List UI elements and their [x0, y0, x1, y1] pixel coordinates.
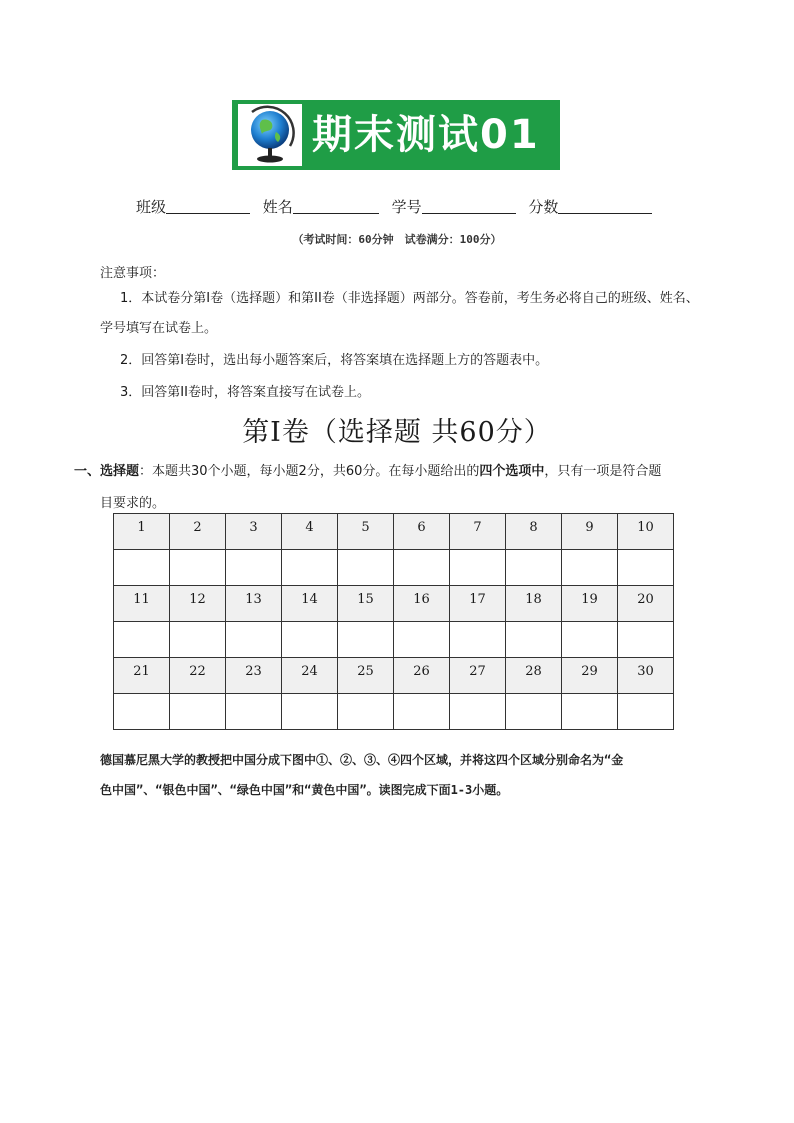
- question-number-cell: 14: [282, 586, 338, 622]
- question-number-cell: 1: [114, 514, 170, 550]
- answer-cell[interactable]: [282, 694, 338, 730]
- student-number-label: 学号: [391, 198, 422, 216]
- answer-cell[interactable]: [170, 550, 226, 586]
- answer-cell[interactable]: [338, 622, 394, 658]
- answer-cell[interactable]: [170, 622, 226, 658]
- question-number-cell: 21: [114, 658, 170, 694]
- answer-cell[interactable]: [506, 550, 562, 586]
- question-number-cell: 12: [170, 586, 226, 622]
- answer-cell[interactable]: [506, 694, 562, 730]
- answer-cell[interactable]: [170, 694, 226, 730]
- question-number-cell: 25: [338, 658, 394, 694]
- question-intro-text-2: ，只有一项是符合题: [544, 464, 662, 479]
- question-number-cell: 29: [562, 658, 618, 694]
- question-number-cell: 24: [282, 658, 338, 694]
- note-item-1-cont: [100, 314, 700, 344]
- reading-passage: [100, 745, 725, 805]
- title-banner: [232, 100, 560, 170]
- question-number-cell: 27: [450, 658, 506, 694]
- note-text-1: 1．本试卷分第I卷（选择题）和第II卷（非选择题）两部分。答卷前，考生务必将自己的班级、姓名、: [120, 291, 699, 306]
- answer-cell[interactable]: [226, 694, 282, 730]
- answer-cell[interactable]: [506, 622, 562, 658]
- class-label: 班级: [136, 198, 167, 216]
- question-number-cell: 17: [450, 586, 506, 622]
- answer-cell[interactable]: [450, 694, 506, 730]
- student-number-field[interactable]: [392, 196, 516, 217]
- question-number-cell: 10: [618, 514, 674, 550]
- section-title: 第I卷（选择题 共60分）: [242, 417, 552, 448]
- answer-cell[interactable]: [338, 550, 394, 586]
- question-intro-line-2: 目要求的。: [100, 496, 166, 511]
- question-number-cell: 22: [170, 658, 226, 694]
- question-number-cell: 9: [562, 514, 618, 550]
- question-number-cell: 4: [282, 514, 338, 550]
- answer-cell[interactable]: [618, 550, 674, 586]
- question-intro-emphasis: 四个选项中: [479, 464, 545, 479]
- answer-cell[interactable]: [226, 622, 282, 658]
- answer-cell[interactable]: [562, 550, 618, 586]
- note-text-2: 2．回答第I卷时，选出每小题答案后，将答案填在选择题上方的答题表中。: [120, 353, 549, 368]
- answer-row: [114, 550, 674, 586]
- question-number-cell: 18: [506, 586, 562, 622]
- answer-cell[interactable]: [282, 622, 338, 658]
- exam-title: 期末测试01: [312, 112, 540, 158]
- score-label: 分数: [528, 198, 559, 216]
- answer-cell[interactable]: [114, 622, 170, 658]
- question-number-row: [114, 658, 674, 694]
- answer-cell[interactable]: [562, 622, 618, 658]
- answer-cell[interactable]: [450, 550, 506, 586]
- answer-table: [113, 513, 674, 730]
- student-info-fields: [136, 196, 660, 217]
- question-number-cell: 13: [226, 586, 282, 622]
- class-field[interactable]: [136, 196, 250, 217]
- question-number-cell: 6: [394, 514, 450, 550]
- question-number-cell: 30: [618, 658, 674, 694]
- answer-cell[interactable]: [282, 550, 338, 586]
- question-number-cell: 2: [170, 514, 226, 550]
- question-number-cell: 7: [450, 514, 506, 550]
- question-number-cell: 8: [506, 514, 562, 550]
- note-text-1-cont: 学号填写在试卷上。: [100, 321, 218, 336]
- answer-cell[interactable]: [450, 622, 506, 658]
- notes-title: 注意事项：: [100, 266, 166, 281]
- name-field[interactable]: [263, 196, 379, 217]
- note-item-3: [100, 378, 700, 408]
- passage-line-2: 色中国”、“银色中国”、“绿色中国”和“黄色中国”。读图完成下面1-3小题。: [100, 783, 509, 797]
- answer-cell[interactable]: [338, 694, 394, 730]
- answer-cell[interactable]: [394, 622, 450, 658]
- question-number-cell: 5: [338, 514, 394, 550]
- question-number-cell: 26: [394, 658, 450, 694]
- question-number-row: [114, 514, 674, 550]
- question-intro: [74, 456, 726, 520]
- answer-cell[interactable]: [394, 694, 450, 730]
- note-item-2: [100, 346, 700, 376]
- exam-time-and-score: （考试时间：60分钟 试卷满分：100分）: [292, 233, 502, 246]
- name-label: 姓名: [262, 198, 293, 216]
- question-number-cell: 16: [394, 586, 450, 622]
- answer-cell[interactable]: [618, 622, 674, 658]
- question-number-cell: 28: [506, 658, 562, 694]
- passage-line-1: 德国慕尼黑大学的教授把中国分成下图中①、②、③、④四个区域，并将这四个区域分别命名为“金: [100, 753, 624, 767]
- question-number-cell: 19: [562, 586, 618, 622]
- question-number-cell: 3: [226, 514, 282, 550]
- question-number-cell: 11: [114, 586, 170, 622]
- score-field[interactable]: [528, 196, 652, 217]
- answer-cell[interactable]: [562, 694, 618, 730]
- question-intro-text-1: ：本题共30个小题，每小题2分，共60分。在每小题给出的: [139, 464, 480, 479]
- note-item-1: [100, 284, 700, 314]
- answer-cell[interactable]: [618, 694, 674, 730]
- answer-row: [114, 694, 674, 730]
- question-number-cell: 20: [618, 586, 674, 622]
- question-number-row: [114, 586, 674, 622]
- globe-icon: [238, 104, 302, 166]
- question-type-label: 一、选择题: [74, 464, 140, 479]
- answer-row: [114, 622, 674, 658]
- answer-cell[interactable]: [226, 550, 282, 586]
- answer-cell[interactable]: [114, 550, 170, 586]
- note-text-3: 3．回答第II卷时，将答案直接写在试卷上。: [120, 385, 370, 400]
- answer-cell[interactable]: [114, 694, 170, 730]
- answer-cell[interactable]: [394, 550, 450, 586]
- question-number-cell: 15: [338, 586, 394, 622]
- question-number-cell: 23: [226, 658, 282, 694]
